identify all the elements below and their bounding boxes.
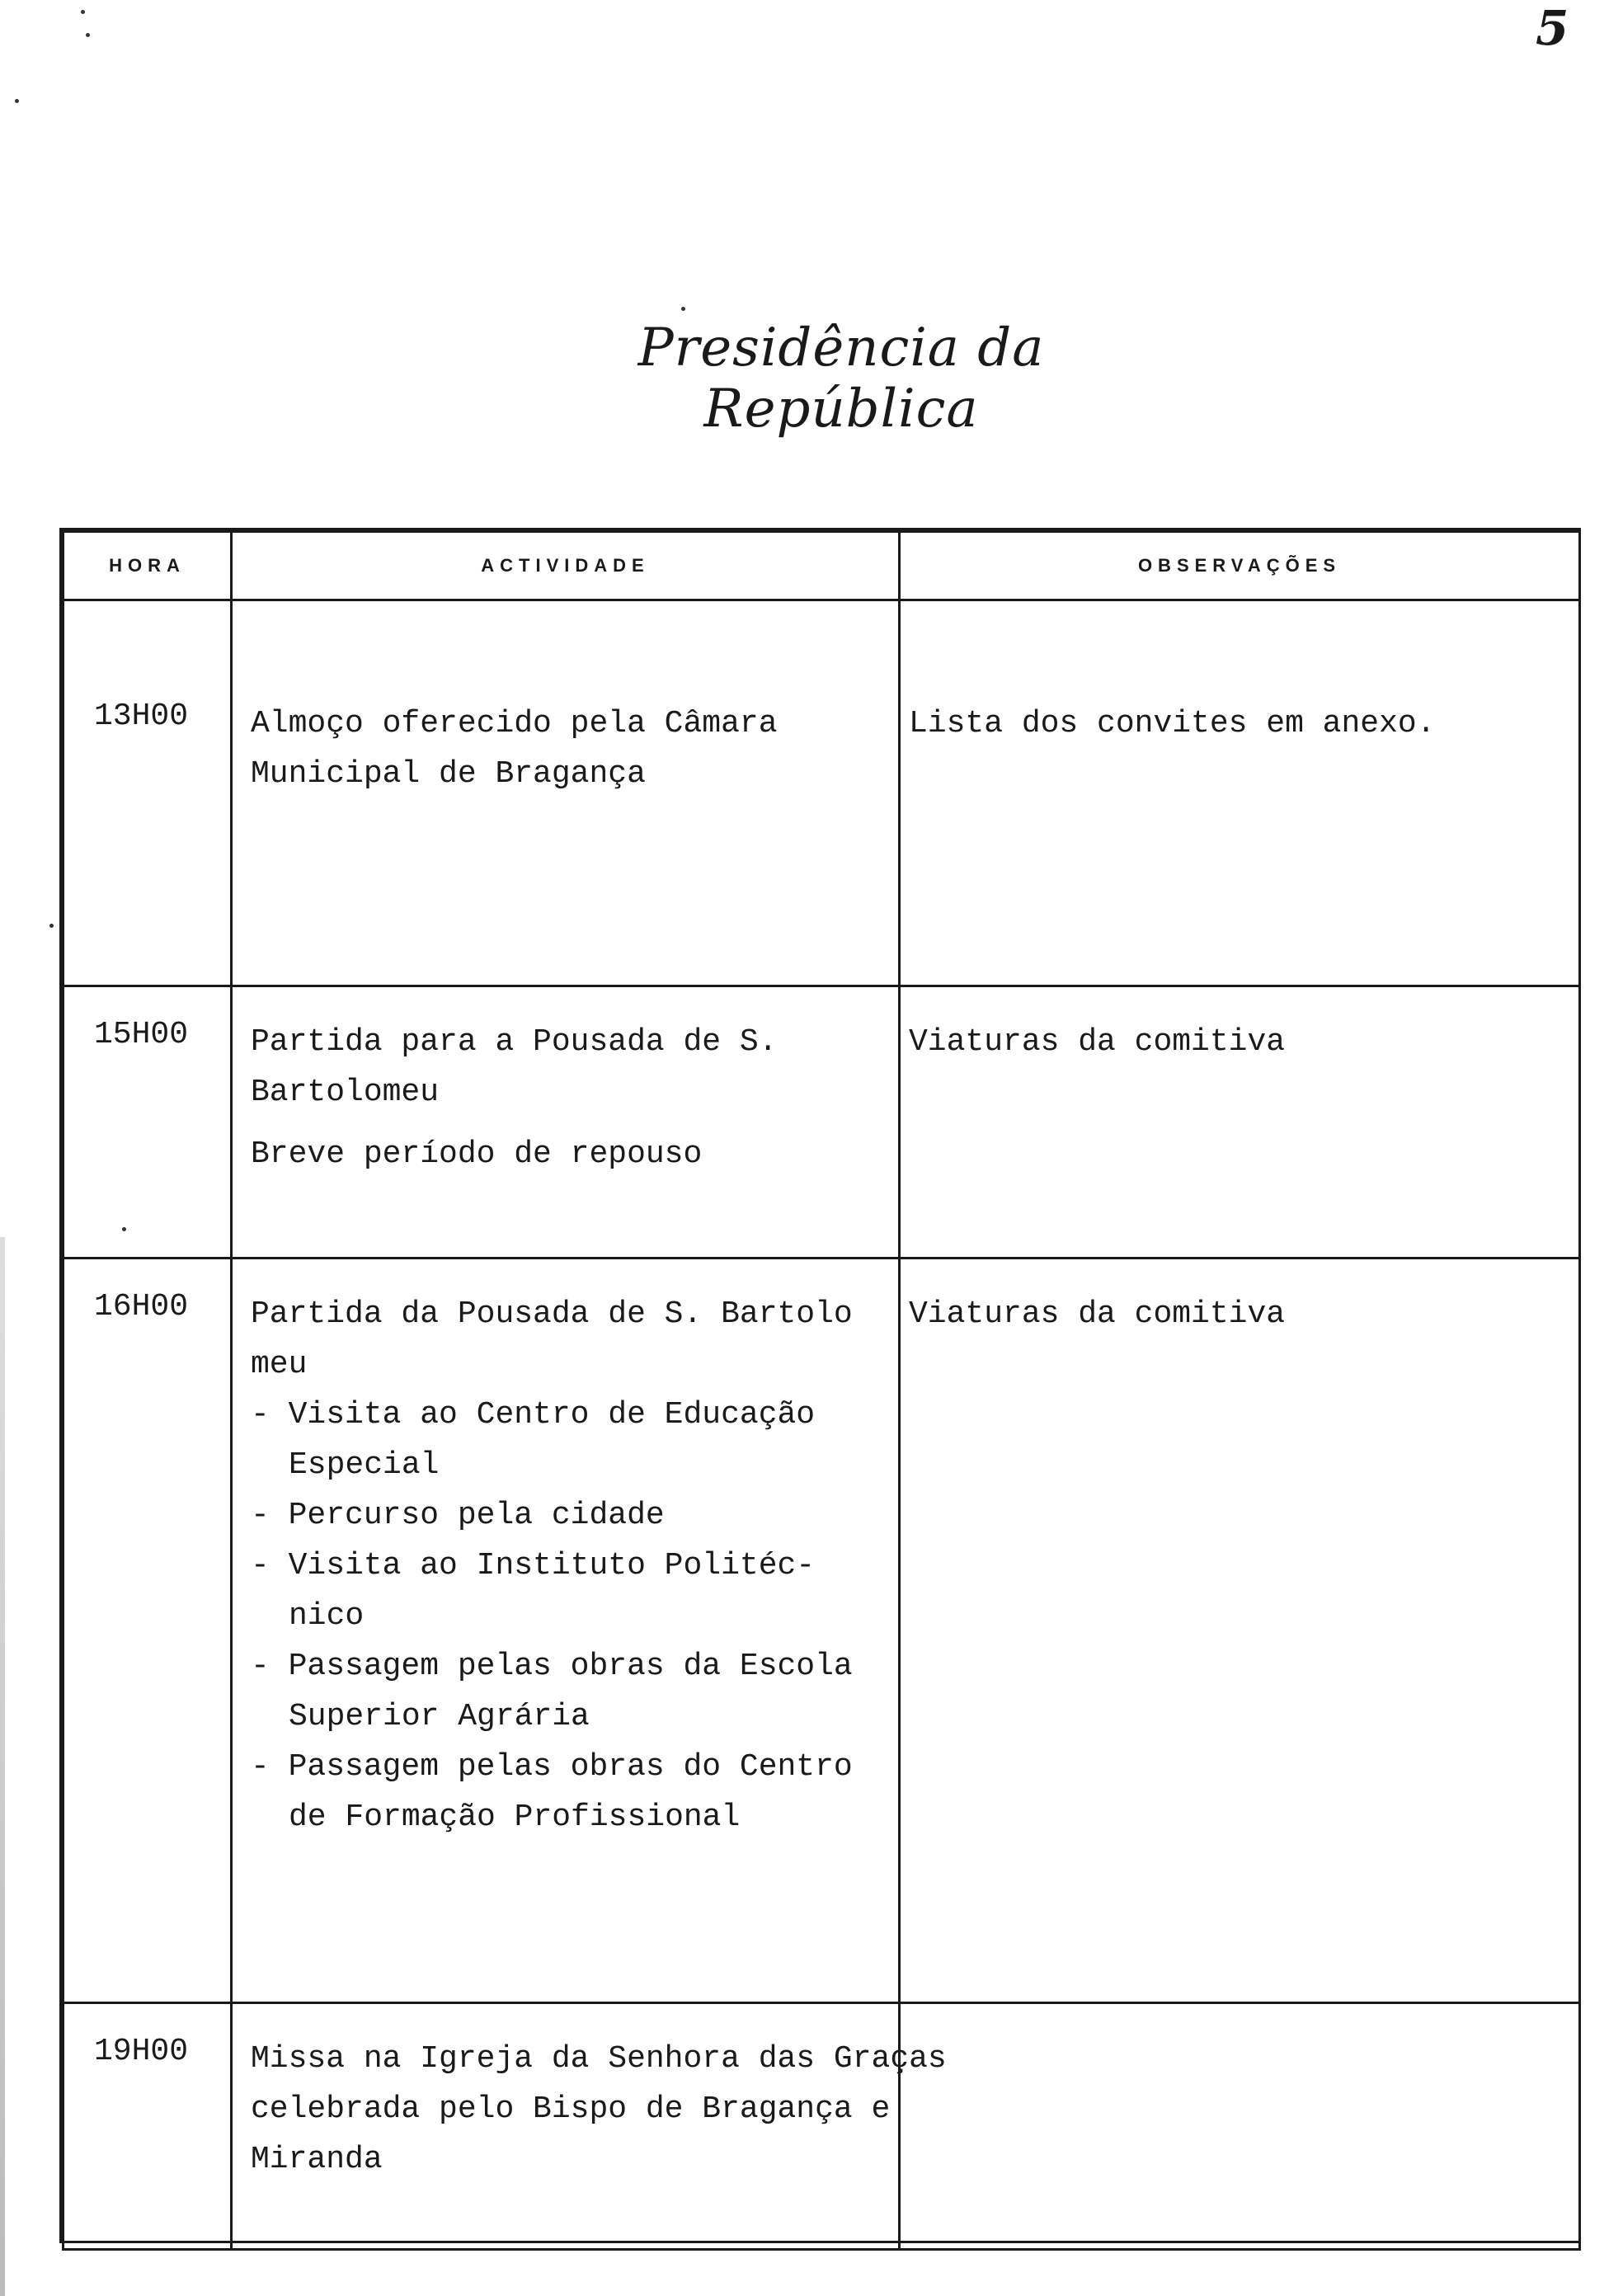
scan-edge-shadow [0, 1237, 5, 2296]
page-number: 5 [1536, 0, 1569, 56]
actividade-line: Partida para a Pousada de S. [251, 1024, 778, 1060]
table-row [64, 2003, 1580, 2250]
row-actividade [232, 1259, 900, 2003]
schedule-table [59, 528, 1581, 2243]
row-hora: 19H00 [64, 2003, 232, 2250]
header-observacoes: OBSERVAÇÕES [900, 532, 1580, 600]
row-actividade [232, 986, 900, 1259]
row-actividade [232, 600, 900, 986]
actividade-line: meu [251, 1347, 308, 1382]
actividade-line: Municipal de Bragança [251, 756, 646, 792]
letterhead: Presidência da República [637, 318, 1045, 440]
actividade-item: - Visita ao Centro de Educação Especial [251, 1397, 816, 1483]
row-hora: 15H00 [64, 986, 232, 1259]
row-observacoes: Viaturas da comitiva [900, 986, 1580, 1259]
actividade-item: - Passagem pelas obras da Escola Superior Agrária [251, 1649, 853, 1734]
row-hora: 13H00 [64, 600, 232, 986]
actividade-item: - Passagem pelas obras do Centro de Formação Profissional [251, 1749, 853, 1835]
actividade-line: Almoço oferecido pela Câmara [251, 706, 778, 741]
row-observacoes: Lista dos convites em anexo. [900, 600, 1580, 986]
actividade-item: - Visita ao Instituto Politéc- nico [251, 1548, 816, 1634]
header-actividade: ACTIVIDADE [232, 532, 900, 600]
table-row [64, 600, 1580, 986]
actividade-line: Miranda [251, 2142, 383, 2177]
row-actividade [232, 2003, 947, 2250]
schedule-grid [62, 530, 1581, 2251]
row-hora: 16H00 [64, 1259, 232, 2003]
actividade-line: Bartolomeu [251, 1075, 440, 1110]
table-row [64, 1259, 1580, 2003]
actividade-line: Partida da Pousada de S. Bartolo [251, 1296, 853, 1332]
table-row [64, 986, 1580, 1259]
table-header-row [64, 532, 1580, 600]
row-observacoes: Viaturas da comitiva [900, 1259, 1580, 2003]
actividade-line: Missa na Igreja da Senhora das Graças [251, 2041, 947, 2077]
row-observacoes [900, 2003, 1580, 2250]
actividade-line: celebrada pelo Bispo de Bragança e [251, 2091, 891, 2127]
actividade-line: Breve período de repouso [251, 1136, 703, 1172]
actividade-item: - Percurso pela cidade [251, 1498, 665, 1533]
header-hora: HORA [64, 532, 232, 600]
